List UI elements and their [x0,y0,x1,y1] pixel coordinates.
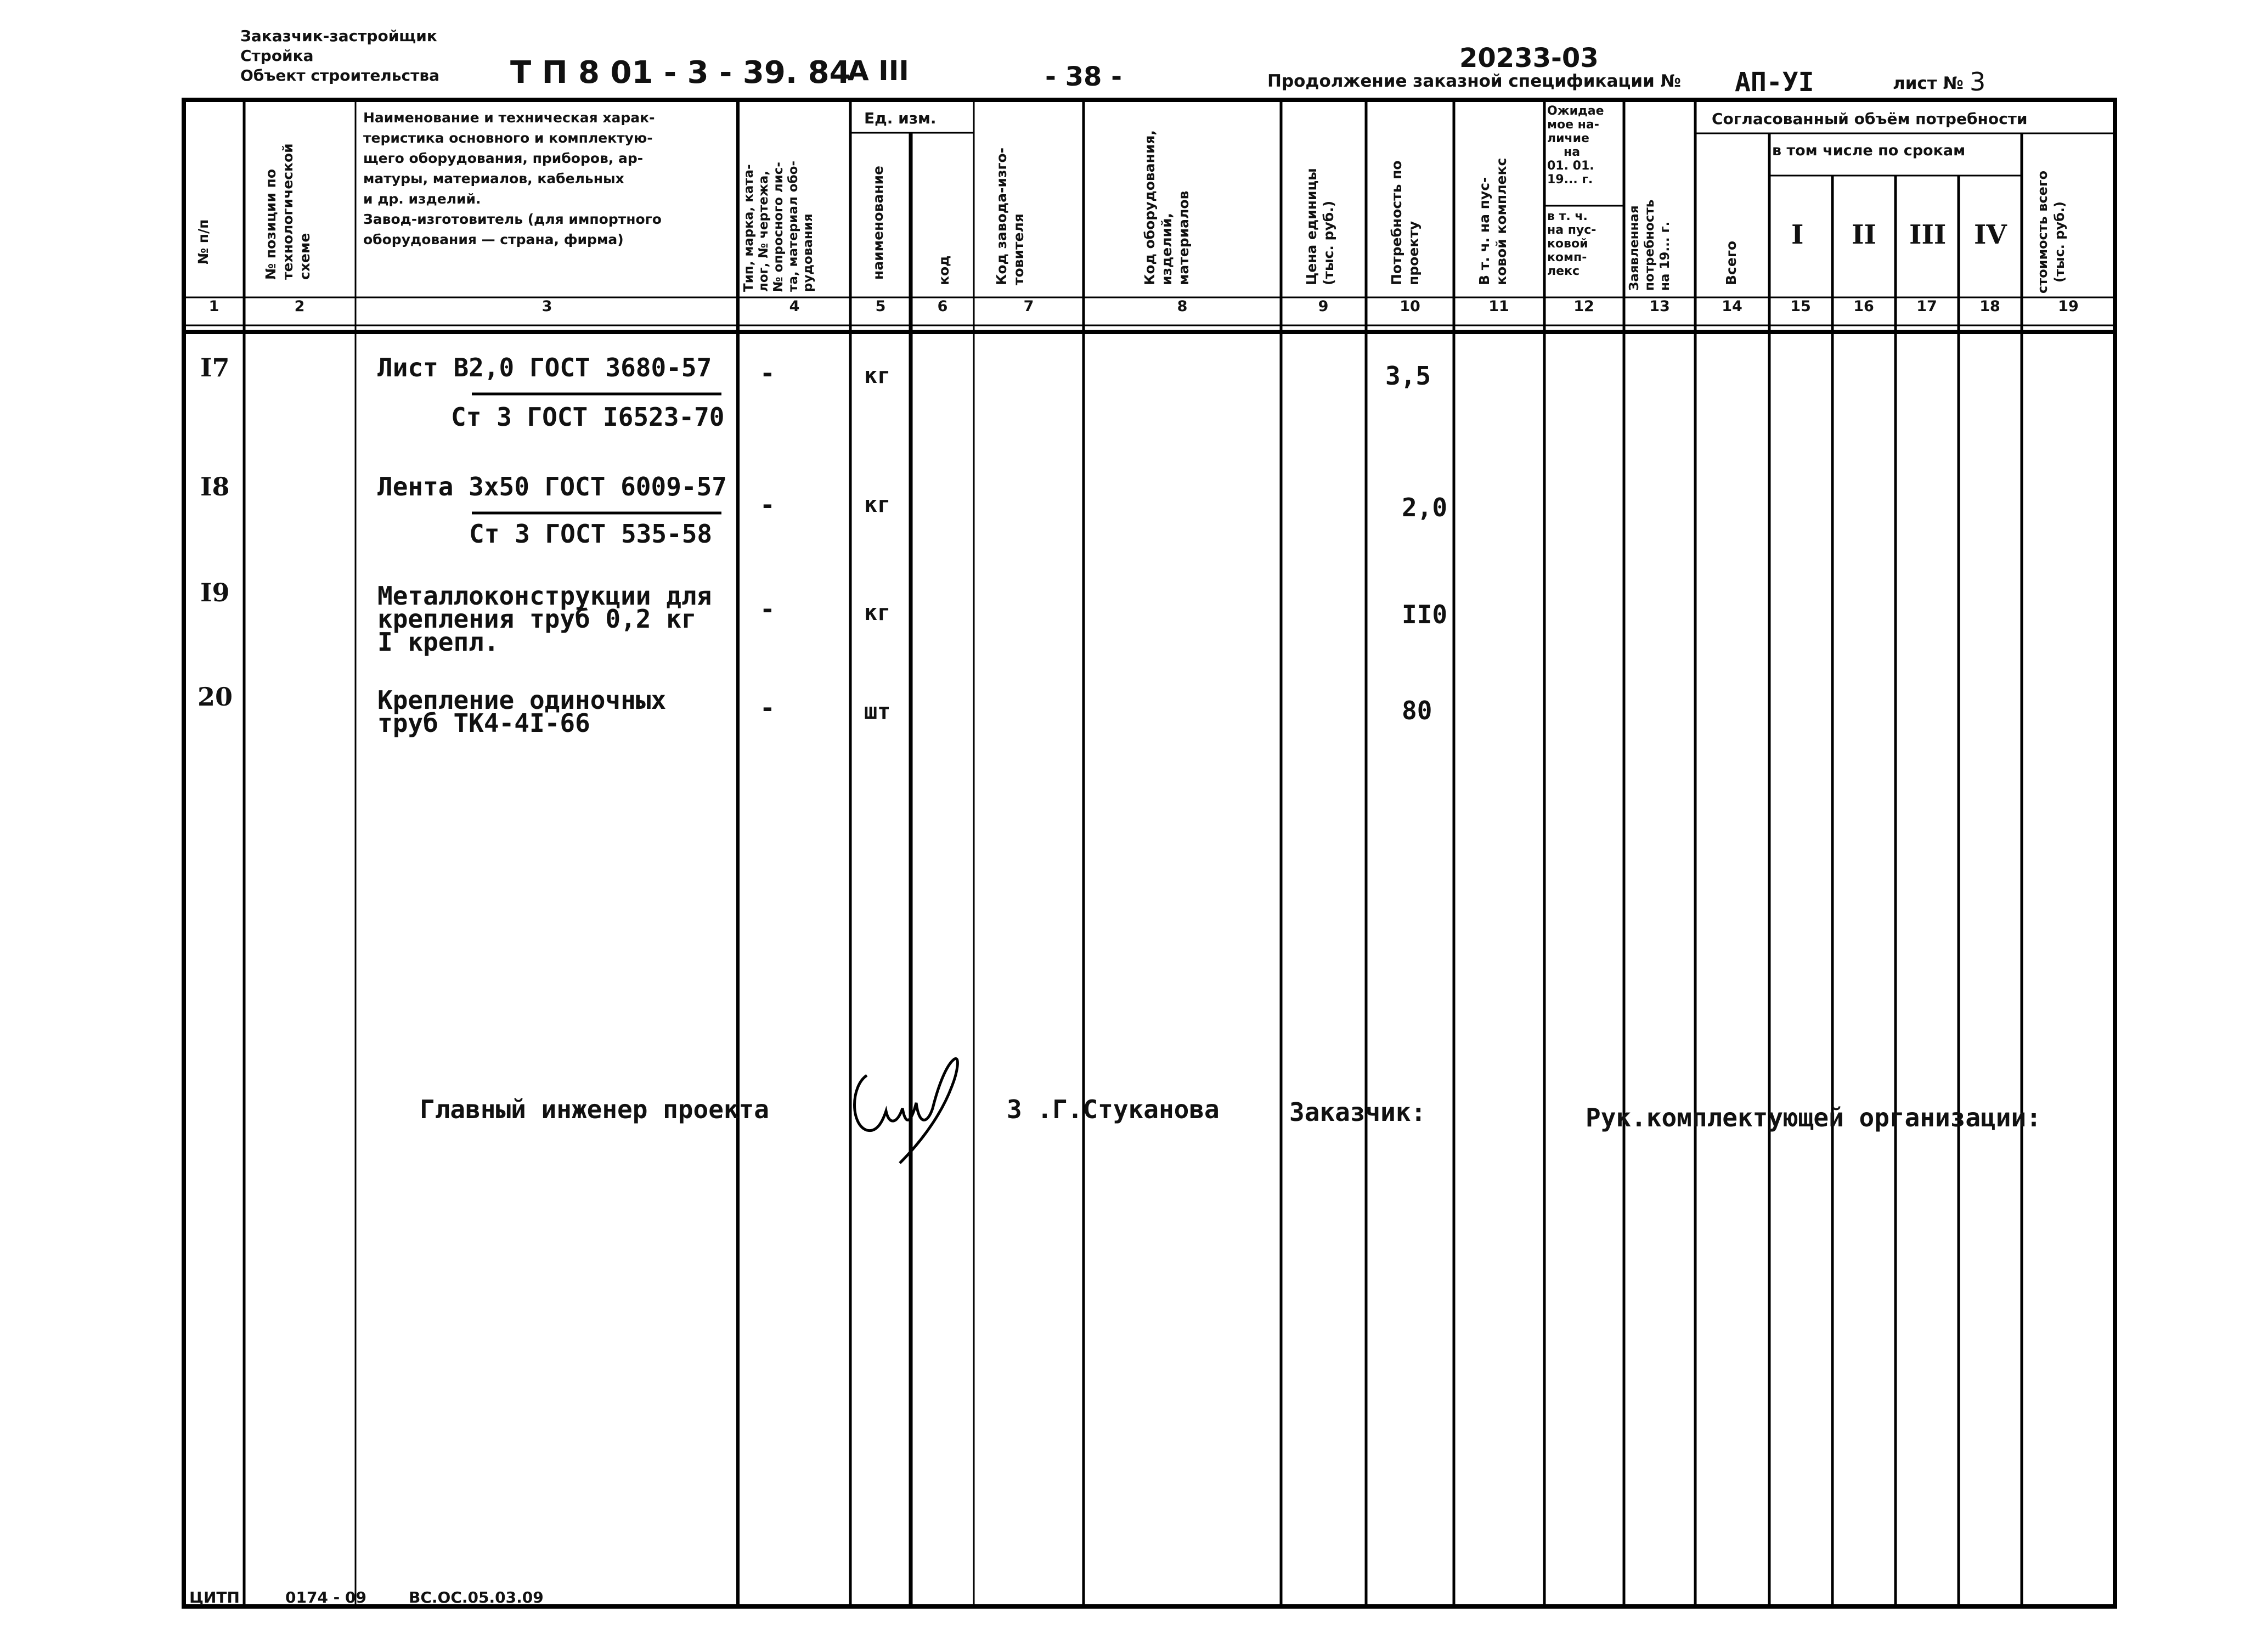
row-name-line: Лента 3х50 ГОСТ 6009-57 [377,472,727,501]
col-number: 10 [1400,298,1420,315]
col14-header: Всего [1723,240,1739,285]
page-number: - 38 - [1045,61,1122,92]
supplier-head-label: Рук.комплектующей организации: [1586,1103,2041,1132]
project-code: Т П 8 01 - 3 - 39. 84 [510,55,851,91]
col-number: 7 [1023,298,1034,315]
col-number: 8 [1177,298,1188,315]
col7-header: Код завода-изго- товителя [994,148,1026,285]
col19-header: стоимость всего (тыс. руб.) [2035,171,2067,294]
col5-header: наименование [870,166,886,280]
row-type: - [760,693,775,723]
col11-header: В т. ч. на пус- ковой комплекс [1476,157,1509,285]
col1-header: № п/п [195,219,211,264]
col17-header: III [1909,219,1947,250]
col-number: 16 [1853,298,1874,315]
customer-label: Заказчик-застройщик [240,27,437,45]
row-name-block: Металлоконструкции для крепления труб 0,2 кг I крепл. [377,581,712,657]
col18-header: IV [1974,219,2007,250]
continuation-label: Продолжение заказной спецификации № [1267,71,1681,91]
col-number: 12 [1573,298,1594,315]
row-unit: кг [864,363,891,388]
col6-header: код [936,255,952,285]
row-name-line: Ст 3 ГОСТ 535-58 [469,519,713,549]
col-number: 9 [1318,298,1329,315]
row-name-block: Крепление одиночных труб ТК4-4I-66 [377,685,667,738]
col-number: 5 [875,298,886,315]
col8-header: Код оборудования, изделий, материалов [1142,130,1192,285]
col-number: 13 [1649,298,1670,315]
col12-bottom-header: в т. ч. на пус- ковой комп- лекс [1547,210,1597,278]
row-type: - [760,490,775,520]
sheet-number: 3 [1970,67,1986,97]
row-name-line: Ст 3 ГОСТ I6523-70 [451,402,725,432]
col-number: 4 [789,298,800,315]
col-number: 19 [2058,298,2079,315]
col-number: 2 [294,298,305,315]
col15-header: I [1791,219,1804,250]
col-number: 15 [1790,298,1811,315]
spec-number: АП-УI [1735,67,1814,98]
col16-header: II [1852,219,1876,250]
col4-header: Тип, марка, ката- лог, № чертежа, № опросного лис- та, материал обо- рудования [742,160,815,292]
footer-series: ВС.ОС.05.03.09 [409,1588,544,1606]
col-number: 6 [937,298,948,315]
row-type: - [760,358,775,388]
footer-code: 0174 - 09 [285,1588,367,1606]
col-number: 3 [541,298,552,315]
agreed-group-header: Согласованный объём потребности [1712,110,2028,128]
row-number: I9 [200,578,230,607]
col9-header: Цена единицы (тыс. руб.) [1304,168,1336,285]
engineer-name: З .Г.Стуканова [1007,1095,1220,1124]
doc-number: 20233-03 [1459,43,1599,74]
row-number: 20 [198,682,233,712]
row-unit: шт [864,699,891,724]
col2-header: № позиции по технологической схеме [263,143,313,280]
terms-group-header: в том числе по срокам [1772,142,1966,159]
object-label: Объект строительства [240,66,439,84]
col13-header: Заявленная потребность на 19... г. [1627,199,1672,291]
row-number: I8 [200,472,230,501]
sheet-label: лист № [1893,74,1964,93]
row-quantity: II0 [1402,600,1448,629]
row-unit: кг [864,492,891,517]
col12-top-header: Ожидае мое на- личие на 01. 01. 19... г. [1547,104,1604,187]
row-type: - [760,594,775,624]
row-quantity: 3,5 [1385,361,1431,391]
site-label: Стройка [240,47,314,65]
col-number: 1 [208,298,219,315]
row-unit: кг [864,600,891,625]
chief-engineer-label: Главный инженер проекта [420,1095,769,1124]
customer-label-sig: Заказчик: [1289,1097,1426,1127]
row-quantity: 80 [1402,696,1432,725]
col-number: 11 [1488,298,1509,315]
row-name-line: Лист В2,0 ГОСТ 3680-57 [377,353,712,382]
row-number: I7 [200,353,230,382]
row-quantity: 2,0 [1402,493,1448,522]
col-number: 14 [1722,298,1742,315]
col-number: 18 [1979,298,2000,315]
col3-header: Наименование и техническая харак- теристика основного и комплектую- щего оборудования, приборов, ар- матуры, материалов, кабельных и др. изделий. Завод-изготовитель (для импортного оборудования — страна, фирма) [363,110,662,247]
unit-group-header: Ед. изм. [864,109,937,127]
col10-header: Потребность по проекту [1389,160,1421,285]
col-number: 17 [1916,298,1937,315]
handwritten-signature [845,1042,993,1174]
footer-org: ЦИТП [189,1588,240,1606]
album-number: А III [848,55,909,87]
